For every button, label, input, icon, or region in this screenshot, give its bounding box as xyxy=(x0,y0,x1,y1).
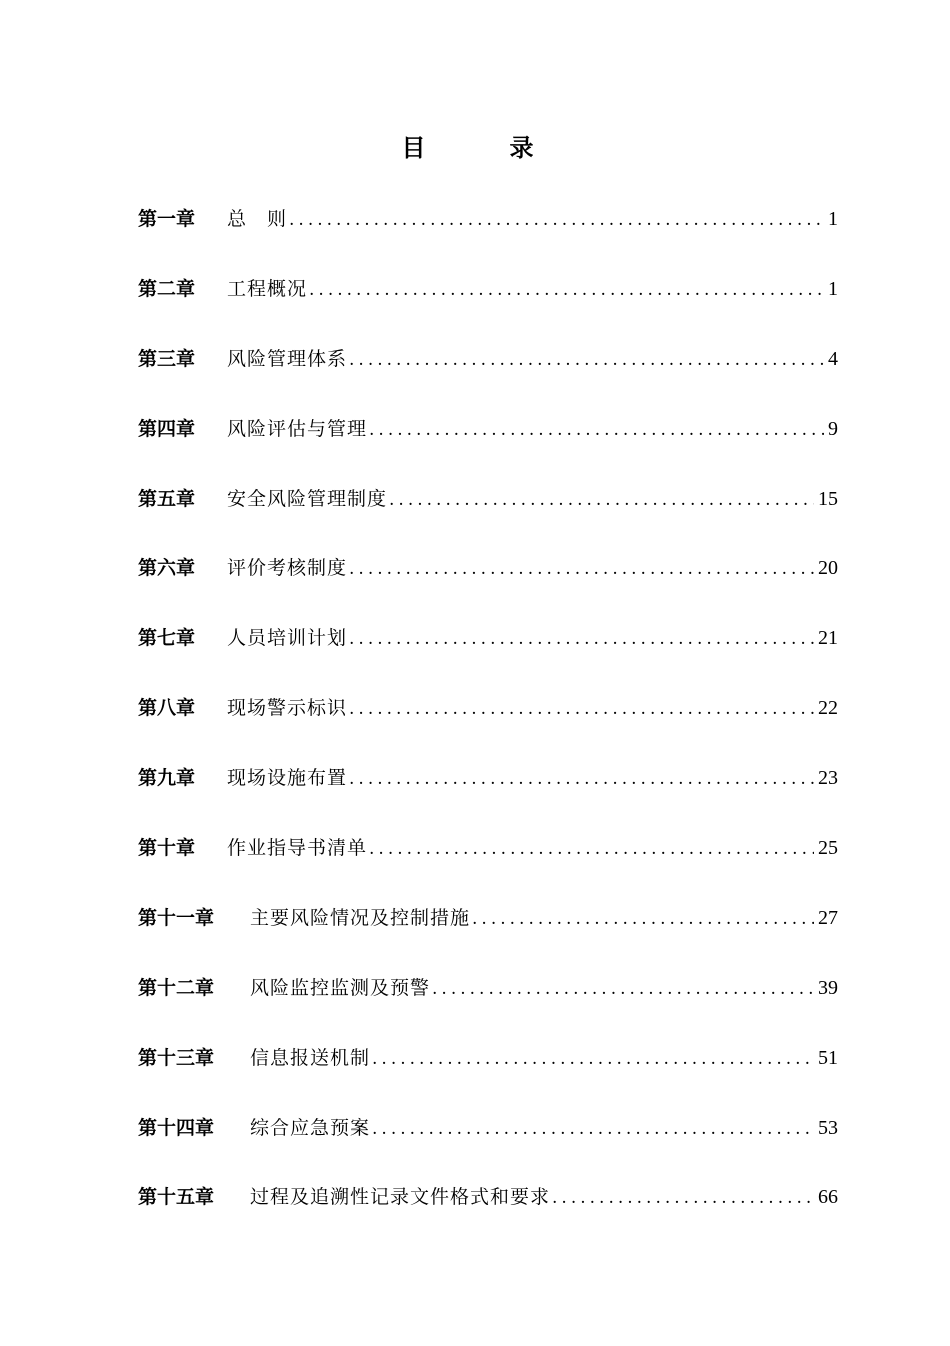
page-number: 27 xyxy=(818,906,838,929)
dot-leader xyxy=(349,550,814,588)
page-number: 9 xyxy=(828,417,838,440)
dot-leader xyxy=(389,481,814,519)
chapter-title: 现场警示标识 xyxy=(227,697,348,720)
chapter-title: 工程概况 xyxy=(227,277,308,300)
chapter-number: 第七章 xyxy=(138,627,196,650)
dot-leader xyxy=(349,690,814,728)
chapter-title: 风险评估与管理 xyxy=(227,417,368,440)
page-number: 1 xyxy=(828,277,838,300)
toc-entry-15[interactable] xyxy=(138,1178,838,1248)
toc-entry-10[interactable] xyxy=(138,829,838,899)
chapter-number: 第二章 xyxy=(138,277,196,300)
chapter-title: 综合应急预案 xyxy=(250,1116,371,1139)
dot-leader xyxy=(472,900,814,938)
toc-entry-4[interactable] xyxy=(138,410,838,480)
chapter-number: 第六章 xyxy=(138,557,196,580)
dot-leader xyxy=(372,1110,814,1148)
chapter-title: 评价考核制度 xyxy=(227,557,348,580)
toc-entry-1[interactable] xyxy=(138,200,838,270)
chapter-number: 第十四章 xyxy=(138,1116,215,1139)
dot-leader xyxy=(349,341,824,379)
chapter-number: 第十章 xyxy=(138,837,196,860)
toc-entry-6[interactable] xyxy=(138,549,838,619)
toc-entry-5[interactable] xyxy=(138,480,838,550)
dot-leader xyxy=(309,271,824,309)
page-number: 25 xyxy=(818,837,838,860)
toc-entry-12[interactable] xyxy=(138,969,838,1039)
toc-entry-3[interactable] xyxy=(138,340,838,410)
chapter-number: 第三章 xyxy=(138,347,196,370)
page-number: 66 xyxy=(818,1186,838,1209)
dot-leader xyxy=(349,620,814,658)
page-number: 1 xyxy=(828,208,838,230)
chapter-number: 第四章 xyxy=(138,417,196,440)
chapter-number: 第十一章 xyxy=(138,906,215,929)
toc-entry-13[interactable] xyxy=(138,1039,838,1109)
chapter-title: 总 则 xyxy=(227,208,288,230)
page-number: 39 xyxy=(818,976,838,999)
chapter-title: 风险监控监测及预警 xyxy=(250,976,431,999)
chapter-number: 第一章 xyxy=(138,208,196,230)
toc-title: 目 录 xyxy=(401,133,564,162)
toc-list xyxy=(138,200,838,1248)
toc-entry-8[interactable] xyxy=(138,689,838,759)
dot-leader xyxy=(369,830,814,868)
page-number: 20 xyxy=(818,557,838,580)
page-number: 23 xyxy=(818,767,838,790)
chapter-number: 第九章 xyxy=(138,767,196,790)
page-number: 4 xyxy=(828,347,838,370)
chapter-number: 第十二章 xyxy=(138,976,215,999)
page-number: 22 xyxy=(818,697,838,720)
page-number: 15 xyxy=(818,487,838,510)
chapter-number: 第十三章 xyxy=(138,1046,215,1069)
dot-leader xyxy=(432,970,814,1008)
dot-leader xyxy=(369,411,824,449)
page-number: 21 xyxy=(818,627,838,650)
chapter-title: 风险管理体系 xyxy=(227,347,348,370)
chapter-number: 第五章 xyxy=(138,487,196,510)
dot-leader xyxy=(349,760,814,798)
dot-leader xyxy=(289,201,824,239)
chapter-title: 主要风险情况及控制措施 xyxy=(250,906,471,929)
chapter-title: 信息报送机制 xyxy=(250,1046,371,1069)
dot-leader xyxy=(372,1040,814,1078)
toc-entry-14[interactable] xyxy=(138,1109,838,1179)
chapter-title: 作业指导书清单 xyxy=(227,837,368,860)
chapter-title: 人员培训计划 xyxy=(227,627,348,650)
dot-leader xyxy=(552,1179,814,1217)
chapter-title: 现场设施布置 xyxy=(227,767,348,790)
chapter-title: 过程及追溯性记录文件格式和要求 xyxy=(250,1186,551,1209)
page-number: 53 xyxy=(818,1116,838,1139)
chapter-number: 第十五章 xyxy=(138,1186,215,1209)
toc-entry-2[interactable] xyxy=(138,270,838,340)
toc-entry-9[interactable] xyxy=(138,759,838,829)
toc-entry-7[interactable] xyxy=(138,619,838,689)
chapter-title: 安全风险管理制度 xyxy=(227,487,388,510)
toc-entry-11[interactable] xyxy=(138,899,838,969)
page-number: 51 xyxy=(818,1046,838,1069)
chapter-number: 第八章 xyxy=(138,697,196,720)
